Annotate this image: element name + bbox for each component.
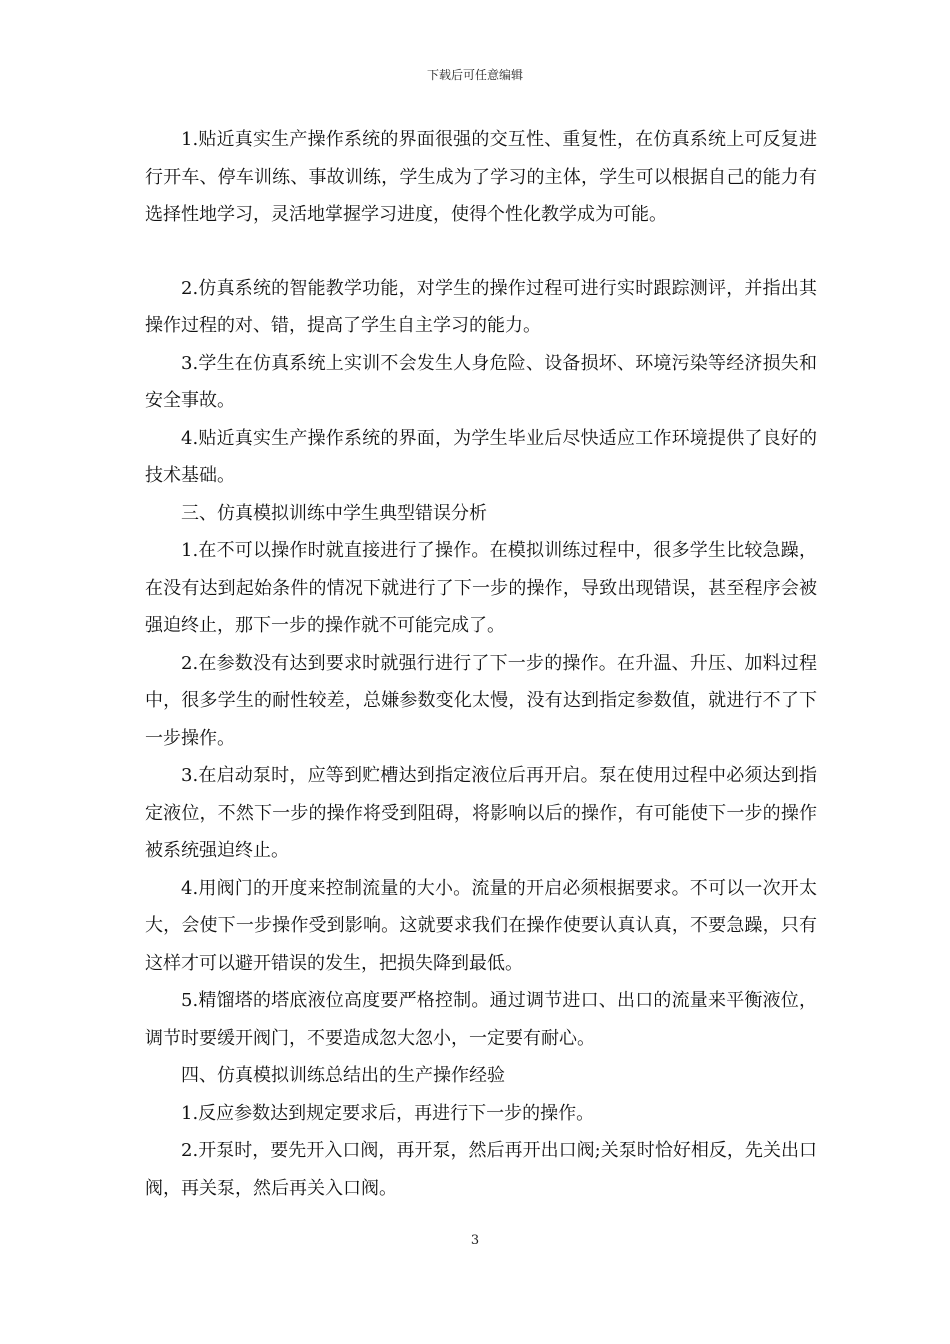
- paragraph: 3.学生在仿真系统上实训不会发生人身危险、设备损坏、环境污染等经济损失和安全事故。: [145, 352, 817, 411]
- paragraph: 5.精馏塔的塔底液位高度要严格控制。通过调节进口、出口的流量来平衡液位，调节时要缓开阀门，不要造成忽大忽小，一定要有耐心。: [145, 990, 817, 1049]
- paragraph: 4.贴近真实生产操作系统的界面，为学生毕业后尽快适应工作环境提供了良好的技术基础。: [145, 427, 817, 486]
- section-heading: 三、仿真模拟训练中学生典型错误分析: [181, 502, 487, 524]
- page-number: 3: [470, 1233, 480, 1248]
- paragraph: 1.反应参数达到规定要求后，再进行下一步的操作。: [181, 1102, 595, 1124]
- paragraph: 2.开泵时，要先开入口阀，再开泵，然后再开出口阀;关泵时恰好相反，先关出口阀，再关泵，然后再关入口阀。: [145, 1140, 817, 1199]
- document-body: [145, 121, 817, 1207]
- paragraph: 3.在启动泵时，应等到贮槽达到指定液位后再开启。泵在使用过程中必须达到指定液位，不然下一步的操作将受到阻碍，将影响以后的操作，有可能使下一步的操作被系统强迫终止。: [145, 765, 817, 861]
- page-header: 下载后可任意编辑: [426, 68, 523, 82]
- paragraph: 2.在参数没有达到要求时就强行进行了下一步的操作。在升温、升压、加料过程中，很多学生的耐性较差，总嫌参数变化太慢，没有达到指定参数值，就进行不了下一步操作。: [145, 652, 817, 749]
- paragraph: 1.在不可以操作时就直接进行了操作。在模拟训练过程中，很多学生比较急躁，在没有达到起始条件的情况下就进行了下一步的操作，导致出现错误，甚至程序会被强迫终止，那下一步的操作就不可能完成了。: [145, 540, 817, 636]
- paragraph: 2.仿真系统的智能教学功能，对学生的操作过程可进行实时跟踪测评，并指出其操作过程的对、错，提高了学生自主学习的能力。: [145, 277, 817, 336]
- paragraph: 4.用阀门的开度来控制流量的大小。流量的开启必须根据要求。不可以一次开太大，会使下一步操作受到影响。这就要求我们在操作使要认真认真，不要急躁，只有这样才可以避开错误的发生，把损失降到最低。: [145, 877, 817, 974]
- paragraph: 1.贴近真实生产操作系统的界面很强的交互性、重复性，在仿真系统上可反复进行开车、停车训练、事故训练，学生成为了学习的主体，学生可以根据自己的能力有选择性地学习，灵活地掌握学习进度，使得个性化教学成为可能。: [145, 129, 817, 225]
- section-heading: 四、仿真模拟训练总结出的生产操作经验: [181, 1065, 505, 1086]
